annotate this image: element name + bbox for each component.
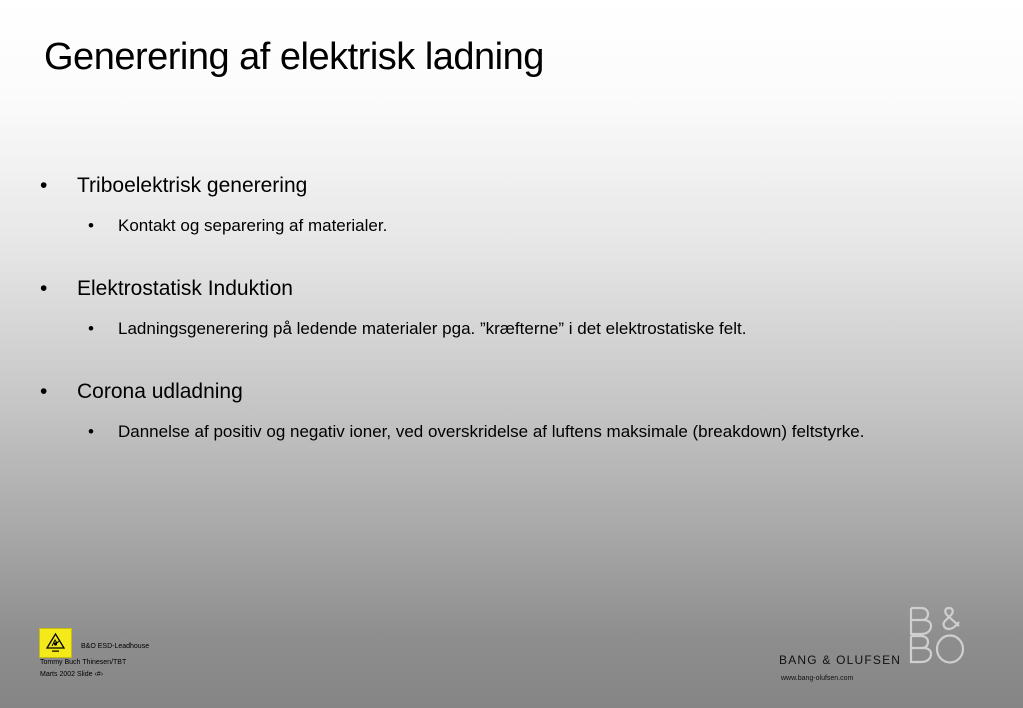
bullet-icon: • — [40, 174, 48, 197]
list-item — [40, 378, 1000, 444]
bullet-heading — [40, 378, 1000, 406]
bullet-icon: • — [88, 422, 94, 441]
brand-name: BANG & OLUFSEN — [779, 653, 902, 667]
bullet-sub — [40, 420, 1000, 444]
list-item — [40, 172, 1000, 238]
footer-org: B&O ESD-Leadhouse — [81, 643, 150, 650]
bullet-heading-text: Triboelektrisk generering — [77, 174, 308, 197]
footer-date-slide: Marts 2002 Slide ‹#› — [40, 671, 104, 678]
bullet-sub-text: Dannelse af positiv og negativ ioner, ved overskridelse af luftens maksimale (breakdown) feltstyrke. — [118, 422, 865, 441]
bullet-heading — [40, 172, 1000, 200]
slide-title: Generering af elektrisk ladning — [44, 36, 544, 78]
bullet-sub — [40, 317, 1000, 341]
bullet-list — [40, 172, 1000, 444]
bullet-sub — [40, 214, 1000, 238]
bullet-icon: • — [40, 277, 48, 300]
bullet-heading-text: Corona udladning — [77, 380, 243, 403]
bullet-icon: • — [88, 216, 94, 235]
bullet-heading-text: Elektrostatisk Induktion — [77, 277, 293, 300]
brand-url: www.bang-olufsen.com — [781, 675, 854, 682]
bullet-heading — [40, 275, 1000, 303]
bullet-sub-text: Kontakt og separering af materialer. — [118, 216, 388, 235]
bullet-sub-text: Ladningsgenerering på ledende materialer pga. ”kræfterne” i det elektrostatiske felt. — [118, 319, 747, 338]
bullet-icon: • — [40, 380, 48, 403]
list-item — [40, 275, 1000, 341]
footer-author: Tommy Buch Thinesen/TBT — [40, 659, 127, 666]
esd-warning-icon — [39, 628, 72, 658]
bang-olufsen-logo — [907, 604, 967, 673]
bullet-icon: • — [88, 319, 94, 338]
